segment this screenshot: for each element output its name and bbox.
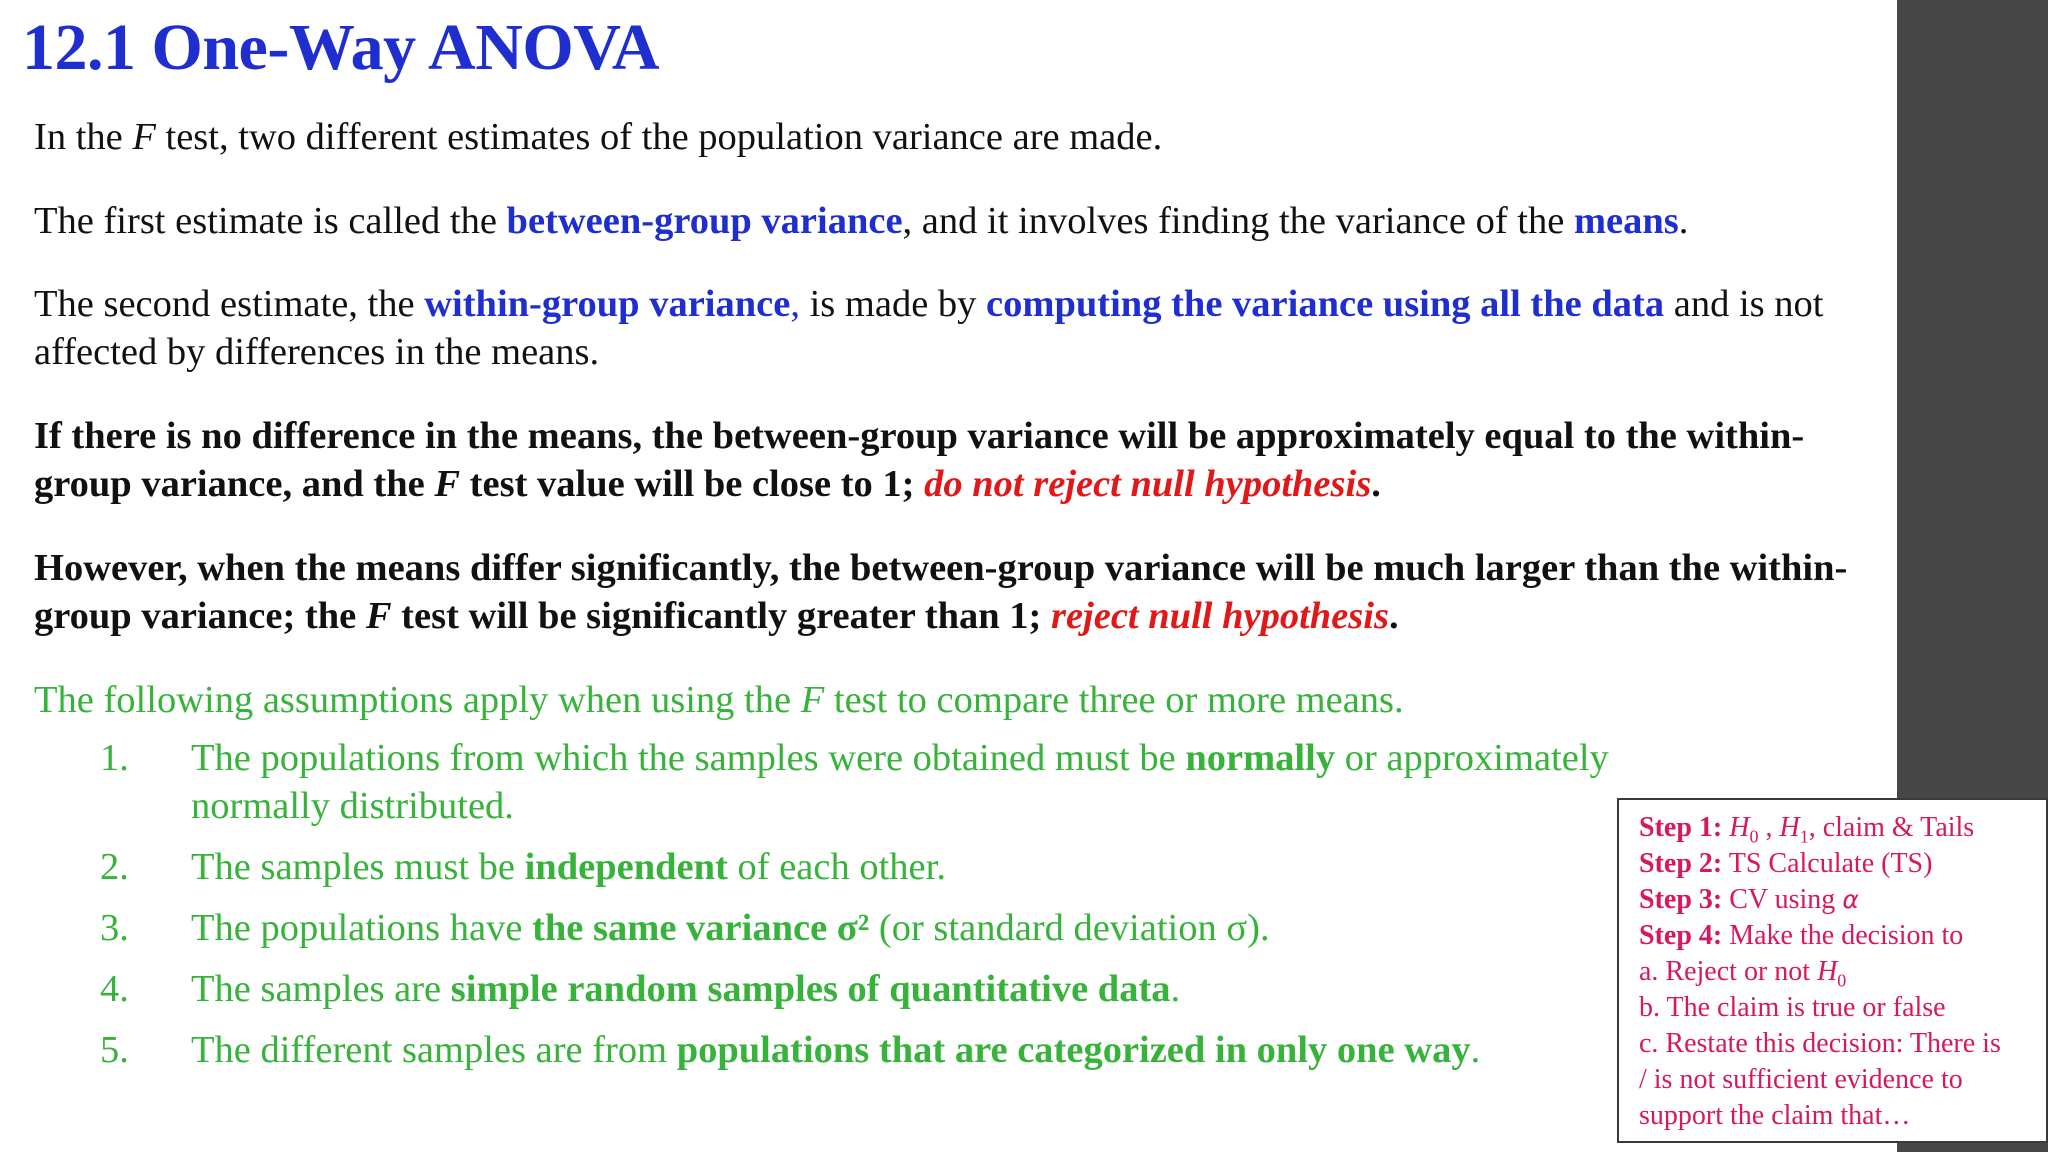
paragraph-within-group: [34, 280, 1894, 376]
p4-text-c: .: [1371, 463, 1381, 505]
p5-text-b: test will be significantly greater than 1;: [391, 595, 1051, 637]
p1-text-a: In the: [34, 116, 133, 158]
list-number: 1.: [100, 737, 129, 779]
step-4a-line: [1639, 954, 2040, 990]
paragraph-no-difference: [34, 412, 1894, 508]
hypothesis-steps-box: [1617, 798, 2048, 1143]
term-between-group-variance: between-group variance: [506, 200, 903, 242]
list-number: 3.: [100, 907, 129, 949]
list-number: 4.: [100, 968, 129, 1010]
p2-text-c: .: [1678, 200, 1689, 242]
assumptions-f-symbol: F: [800, 679, 825, 721]
list-emphasis: simple random samples of quantitative data: [450, 968, 1171, 1010]
list-text: The samples are: [191, 968, 451, 1010]
h-symbol: H: [1817, 956, 1838, 987]
list-text: .: [1470, 1029, 1481, 1071]
list-text: of each other.: [727, 846, 946, 888]
list-emphasis: normally: [1185, 737, 1336, 779]
paragraph-means-differ: [34, 544, 1894, 640]
subscript: 1: [1799, 826, 1809, 847]
step-4c-line-3: support the claim that…: [1639, 1100, 1911, 1131]
decision-reject: reject null hypothesis: [1050, 595, 1389, 637]
list-text: The samples must be: [191, 846, 525, 888]
list-emphasis: independent: [524, 846, 728, 888]
step-3-label: Step 3:: [1639, 884, 1723, 915]
h-symbol: H: [1779, 812, 1800, 843]
step-4-label: Step 4:: [1639, 920, 1723, 951]
step-4b-line: b. The claim is true or false: [1639, 992, 1946, 1023]
step-4-text: Make the decision to: [1722, 920, 1964, 951]
list-number: 2.: [100, 846, 129, 888]
p5-text-c: .: [1388, 595, 1399, 637]
separator: ,: [1758, 812, 1780, 843]
term-computing-variance: computing the variance using all the data: [986, 283, 1665, 325]
step-4c-line-1: c. Restate this decision: There is: [1639, 1028, 2001, 1059]
list-text: .: [1170, 968, 1181, 1010]
step-1-label: Step 1:: [1639, 812, 1723, 843]
subscript: 0: [1749, 826, 1759, 847]
p4-f-symbol: F: [434, 463, 461, 505]
p3-text-a: The second estimate, the: [34, 283, 425, 325]
step-4-line: [1639, 918, 2040, 954]
step-2-line: [1639, 846, 2040, 882]
step-2-text: TS Calculate (TS): [1722, 848, 1933, 879]
p1-text-b: test, two different estimates of the population variance are made.: [155, 116, 1163, 158]
p1-f-symbol: F: [132, 116, 156, 158]
list-item: [0, 904, 1640, 952]
p5-f-symbol: F: [365, 595, 392, 637]
p5-text-a: However, when the means differ significantly, the between-group variance will be much larger than the within-group variance; the: [34, 547, 1848, 637]
list-text: The different samples are from: [191, 1029, 677, 1071]
step-1-line: [1639, 810, 2040, 846]
paragraph-between-group: [34, 197, 1894, 245]
subscript: 0: [1837, 970, 1847, 991]
assumptions-intro-a: The following assumptions apply when using the: [34, 679, 801, 721]
step-2-label: Step 2:: [1639, 848, 1723, 879]
assumptions-intro-b: test to compare three or more means.: [824, 679, 1404, 721]
list-text: The populations have: [191, 907, 533, 949]
slide-title: 12.1 One-Way ANOVA: [22, 11, 660, 84]
step-4c-line-2: / is not sufficient evidence to: [1639, 1064, 1963, 1095]
list-item: [0, 734, 1640, 830]
list-text: (or standard deviation σ).: [869, 907, 1270, 949]
list-number: 5.: [100, 1029, 129, 1071]
alpha-symbol: α: [1842, 885, 1859, 914]
p4-text-b: test value will be close to 1;: [460, 463, 925, 505]
list-item: [0, 1026, 1640, 1074]
p2-text-a: The first estimate is called the: [34, 200, 507, 242]
step-3-line: [1639, 882, 2040, 918]
p3-text-b: is made by: [799, 283, 987, 325]
p2-text-b: , and it involves finding the variance of the: [902, 200, 1574, 242]
step-4a-text: a. Reject or not: [1639, 956, 1818, 987]
decision-do-not-reject: do not reject null hypothesis: [924, 463, 1372, 505]
list-text: The populations from which the samples were obtained must be: [191, 737, 1186, 779]
term-within-group-variance: within-group variance: [424, 283, 791, 325]
list-emphasis: populations that are categorized in only one way: [676, 1029, 1471, 1071]
h-symbol: H: [1729, 812, 1750, 843]
p3-text-c: and is not affected by differences in the means.: [34, 283, 1824, 373]
assumptions-intro: [34, 676, 1894, 724]
paragraph-f-test-intro: [34, 113, 1894, 161]
list-text: or approximately normally distributed.: [191, 737, 1609, 827]
step-3-text: CV using: [1722, 884, 1843, 915]
p3-comma: ,: [790, 283, 800, 325]
list-emphasis: the same variance σ²: [532, 907, 870, 949]
p4-text-a: If there is no difference in the means, the between-group variance will be approximately equal to the within-group variance, and the: [34, 415, 1805, 505]
step-1-text: , claim & Tails: [1808, 812, 1975, 843]
list-item: [0, 843, 1640, 891]
term-means: means: [1573, 200, 1679, 242]
list-item: [0, 965, 1640, 1013]
assumptions-list: [0, 734, 1640, 1074]
